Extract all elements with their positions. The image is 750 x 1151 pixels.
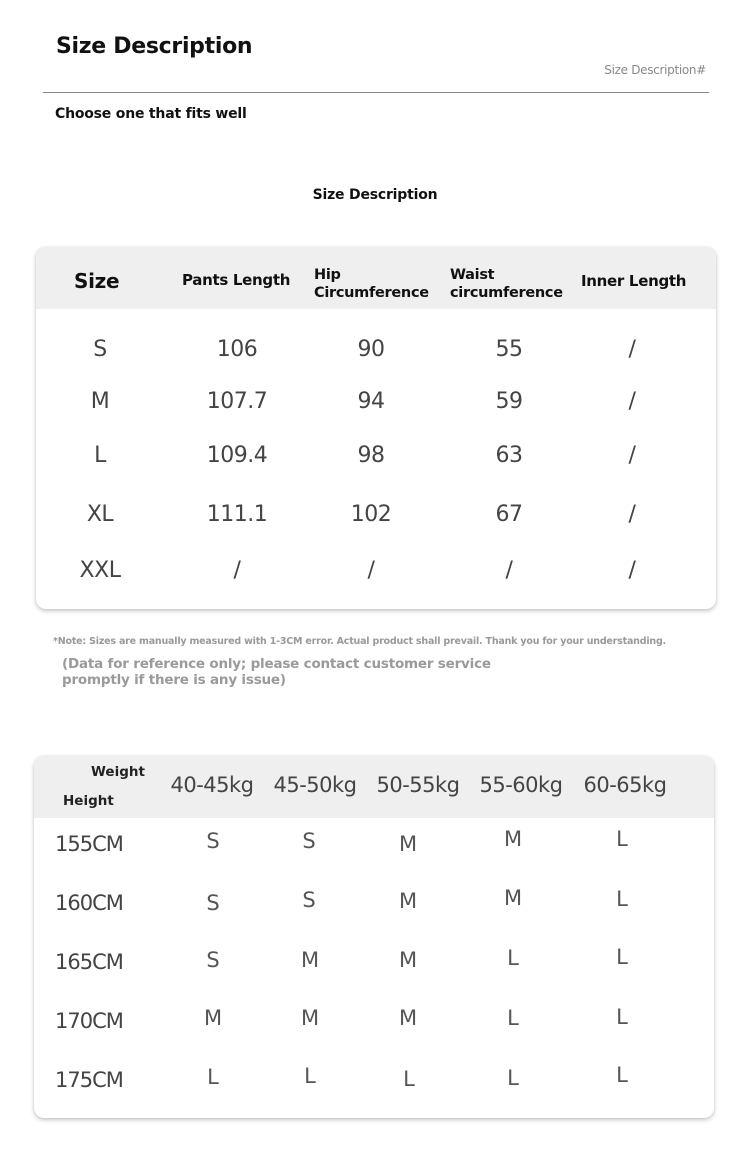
col-header-weight: 55-60kg	[479, 773, 563, 797]
cell-size: L	[616, 1005, 628, 1029]
reference-note: (Data for reference only; please contact customer service promptly if there is any issue)	[62, 656, 491, 688]
corner-label-height: Height	[63, 793, 114, 809]
cell-hip: 102	[350, 502, 392, 527]
col-header-weight: 45-50kg	[273, 773, 357, 797]
cell-size: L	[616, 1063, 628, 1087]
cell-inner-length: /	[628, 502, 636, 527]
col-header-weight: 40-45kg	[170, 773, 254, 797]
col-header-inner-length: Inner Length	[581, 272, 687, 290]
recommendation-table-header	[34, 756, 714, 818]
cell-pants-length: 107.7	[206, 389, 268, 414]
size-table-title: Size Description	[312, 187, 438, 203]
table-row	[34, 945, 714, 980]
page-title: Size Description	[56, 34, 253, 59]
cell-size: XL	[86, 502, 114, 527]
cell-size: M	[300, 948, 320, 972]
cell-size: L	[616, 827, 628, 851]
size-recommendation-table	[34, 756, 714, 1118]
col-header-hip	[314, 266, 429, 302]
col-header-pants-length: Pants Length	[182, 271, 291, 289]
col-header-waist-line2: circumference	[450, 285, 563, 301]
row-label-height: 175CM	[55, 1068, 123, 1092]
cell-size: M	[398, 1006, 418, 1030]
table-row	[34, 1063, 714, 1098]
col-header-hip-line1: Hip	[314, 267, 341, 283]
cell-size: M	[90, 389, 110, 414]
cell-size: L	[616, 945, 628, 969]
table-row	[36, 502, 716, 532]
cell-inner-length: /	[628, 337, 636, 362]
cell-pants-length: 109.4	[206, 443, 268, 468]
cell-hip: 98	[357, 443, 385, 468]
col-header-waist	[450, 266, 563, 302]
cell-waist: 63	[495, 443, 523, 468]
cell-size: S	[93, 337, 107, 362]
page-subtag: Size Description#	[604, 63, 706, 77]
col-header-weight: 60-65kg	[583, 773, 667, 797]
cell-size: M	[398, 832, 418, 856]
cell-size: L	[507, 1066, 519, 1090]
table-row	[34, 886, 714, 921]
cell-size: M	[503, 827, 523, 851]
table-row	[36, 337, 716, 367]
cell-waist: 55	[495, 337, 523, 362]
cell-size: M	[300, 1006, 320, 1030]
cell-size: L	[507, 1006, 519, 1030]
cell-pants-length: 106	[216, 337, 258, 362]
col-header-size: Size	[74, 269, 120, 293]
cell-waist: /	[505, 558, 513, 583]
table-row	[34, 827, 714, 862]
cell-size: L	[207, 1065, 219, 1089]
size-table	[36, 247, 716, 609]
cell-hip: 90	[357, 337, 385, 362]
cell-size: S	[206, 948, 220, 972]
cell-inner-length: /	[628, 443, 636, 468]
cell-size: M	[203, 1006, 223, 1030]
corner-label-weight: Weight	[91, 764, 145, 780]
cell-inner-length: /	[628, 558, 636, 583]
cell-size: S	[302, 829, 316, 853]
measurement-note: *Note: Sizes are manually measured with 1-3CM error. Actual product shall prevail. Thank you for your understanding.	[53, 636, 666, 647]
cell-size: M	[398, 889, 418, 913]
cell-waist: 59	[495, 389, 523, 414]
cell-pants-length: 111.1	[206, 502, 268, 527]
table-row	[36, 389, 716, 419]
header-divider	[43, 92, 709, 93]
cell-size: L	[403, 1067, 415, 1091]
cell-hip: /	[367, 558, 375, 583]
row-label-height: 155CM	[55, 832, 123, 856]
cell-size: L	[94, 443, 106, 468]
table-row	[34, 1005, 714, 1039]
cell-inner-length: /	[628, 389, 636, 414]
row-label-height: 170CM	[55, 1009, 123, 1033]
col-header-weight: 50-55kg	[376, 773, 460, 797]
cell-size: L	[507, 946, 519, 970]
cell-size: M	[503, 886, 523, 910]
cell-size: L	[304, 1064, 316, 1088]
row-label-height: 165CM	[55, 950, 123, 974]
col-header-hip-line2: Circumference	[314, 285, 429, 301]
cell-size: S	[206, 891, 220, 915]
cell-pants-length: /	[233, 558, 241, 583]
cell-size: L	[616, 887, 628, 911]
tagline: Choose one that fits well	[55, 106, 247, 122]
size-table-header	[36, 247, 716, 309]
cell-size: M	[398, 948, 418, 972]
row-label-height: 160CM	[55, 891, 123, 915]
cell-size: XXL	[79, 558, 121, 583]
cell-size: S	[206, 829, 220, 853]
cell-size: S	[302, 888, 316, 912]
table-row	[36, 443, 716, 473]
cell-waist: 67	[495, 502, 523, 527]
table-row	[36, 558, 716, 588]
cell-hip: 94	[357, 389, 385, 414]
col-header-waist-line1: Waist	[450, 267, 495, 283]
